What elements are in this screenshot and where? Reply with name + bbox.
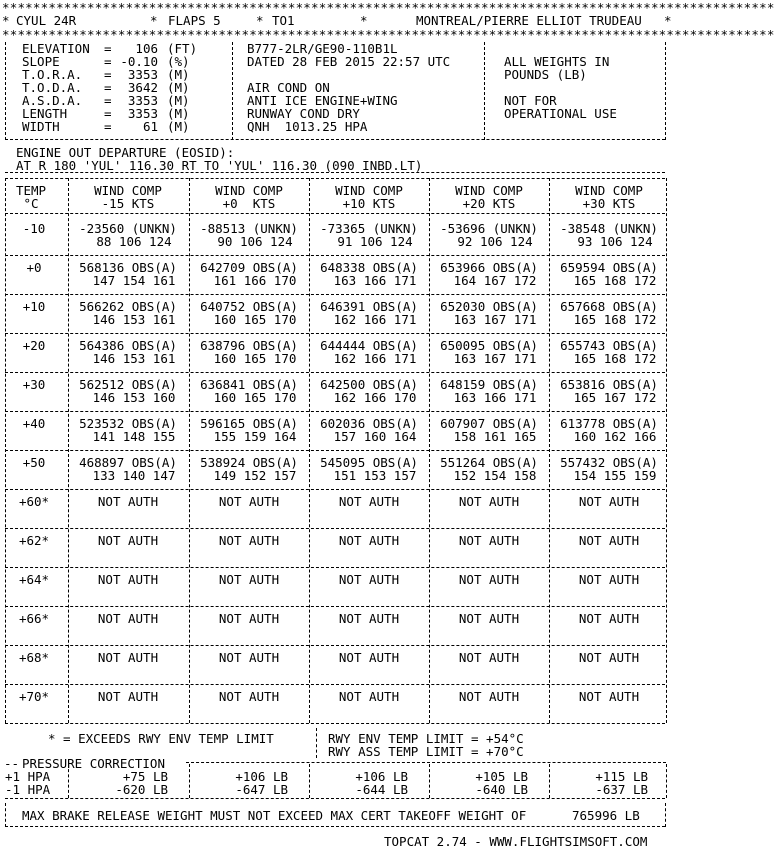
speed-cell: 164 167 172	[453, 273, 537, 288]
table-rule	[5, 178, 665, 179]
weight-limit-cell: 564386 OBS(A)	[79, 338, 177, 353]
pressure-correction-value: -640 LB	[475, 782, 528, 797]
weight-limit-cell: 640752 OBS(A)	[200, 299, 298, 314]
weight-limit-cell: 602036 OBS(A)	[320, 416, 418, 431]
table-rule	[5, 489, 665, 490]
pressure-correction-value: -637 LB	[595, 782, 648, 797]
speed-cell: 158 161 165	[453, 429, 537, 444]
table-column-rule	[189, 178, 190, 723]
weight-limit-cell: NOT AUTH	[458, 611, 520, 626]
weight-limit-cell: NOT AUTH	[97, 689, 159, 704]
divider	[5, 826, 665, 827]
weight-limit-cell: NOT AUTH	[338, 611, 400, 626]
weight-limit-cell: NOT AUTH	[218, 494, 280, 509]
weight-limit-cell: -38548 (UNKN)	[560, 221, 658, 236]
star-border-header: ****************************************************************************************************	[2, 27, 775, 42]
eosid-text: AT R 180 'YUL' 116.30 RT TO 'YUL' 116.30 (090 INBD.LT)	[16, 158, 423, 173]
runway-value: -0.10	[120, 54, 158, 69]
speed-cell: 141 148 155	[92, 429, 176, 444]
speed-cell: 165 167 172	[573, 390, 657, 405]
column-header: WIND COMP	[455, 183, 523, 198]
speed-cell: 152 154 158	[453, 468, 537, 483]
pressure-title-prefix: --	[4, 756, 20, 771]
runway-label: WIDTH	[22, 119, 60, 134]
footer-border-right	[665, 803, 666, 827]
weight-limit-cell: NOT AUTH	[458, 689, 520, 704]
table-column-rule	[549, 178, 550, 723]
weight-limit-cell: NOT AUTH	[218, 572, 280, 587]
takeoff-mode: TO1	[272, 13, 295, 28]
weight-limit-cell: 613778 OBS(A)	[560, 416, 658, 431]
weights-note-2: POUNDS (LB)	[504, 67, 587, 82]
weight-limit-cell: 562512 OBS(A)	[79, 377, 177, 392]
weight-limit-cell: 638796 OBS(A)	[200, 338, 298, 353]
pressure-label: -1 HPA	[5, 782, 51, 797]
airport-name: MONTREAL/PIERRE ELLIOT TRUDEAU	[416, 13, 642, 28]
weight-limit-cell: 596165 OBS(A)	[200, 416, 298, 431]
speed-cell: 155 159 164	[213, 429, 297, 444]
weight-limit-cell: NOT AUTH	[578, 650, 640, 665]
equals-sign: =	[104, 80, 112, 95]
info-divider-1	[232, 42, 233, 140]
table-rule	[5, 528, 665, 529]
temp-unit-header: °C	[23, 196, 39, 211]
pressure-column-rule	[189, 764, 190, 798]
weight-limit-cell: NOT AUTH	[338, 494, 400, 509]
speed-cell: 146 153 161	[92, 312, 176, 327]
table-column-rule	[429, 178, 430, 723]
pressure-correction-value: +106 LB	[235, 769, 288, 784]
pressure-column-rule	[549, 764, 550, 798]
runway-unit: (M)	[167, 106, 190, 121]
weight-limit-cell: 650095 OBS(A)	[440, 338, 538, 353]
speed-cell: 160 165 170	[213, 390, 297, 405]
weight-limit-cell: NOT AUTH	[338, 572, 400, 587]
flaps-setting: FLAPS 5	[168, 13, 221, 28]
weight-limit-cell: 648338 OBS(A)	[320, 260, 418, 275]
info-divider-2	[484, 42, 485, 140]
weight-limit-cell: 653966 OBS(A)	[440, 260, 538, 275]
weight-limit-cell: NOT AUTH	[218, 689, 280, 704]
pressure-correction-value: +105 LB	[475, 769, 528, 784]
pressure-correction-value: +75 LB	[122, 769, 168, 784]
temperature-cell: +70*	[18, 689, 50, 704]
weight-limit-cell: NOT AUTH	[578, 494, 640, 509]
weight-limit-cell: NOT AUTH	[578, 611, 640, 626]
runway-value: 3353	[127, 106, 158, 121]
equals-sign: =	[104, 54, 112, 69]
aircraft-model: B777-2LR/GE90-110B1L	[247, 41, 398, 56]
temperature-cell: +0	[26, 260, 42, 275]
weight-limit-cell: 545095 OBS(A)	[320, 455, 418, 470]
exceeds-note: * = EXCEEDS RWY ENV TEMP LIMIT	[48, 731, 274, 746]
weight-limit-cell: NOT AUTH	[97, 611, 159, 626]
weight-limit-cell: 566262 OBS(A)	[79, 299, 177, 314]
table-rule	[5, 567, 665, 568]
speed-cell: 149 152 157	[213, 468, 297, 483]
table-column-rule	[5, 178, 6, 723]
speed-cell: 146 153 160	[92, 390, 176, 405]
weight-limit-cell: 607907 OBS(A)	[440, 416, 538, 431]
weight-limit-cell: NOT AUTH	[218, 533, 280, 548]
table-rule	[5, 606, 665, 607]
equals-sign: =	[104, 106, 112, 121]
pressure-column-rule	[429, 764, 430, 798]
header-star: *	[256, 13, 264, 28]
weight-limit-cell: 659594 OBS(A)	[560, 260, 658, 275]
runway-value: 3353	[127, 93, 158, 108]
speed-cell: 162 166 170	[333, 390, 417, 405]
speed-cell: 160 165 170	[213, 312, 297, 327]
header-star: *	[150, 13, 158, 28]
temp-header: TEMP	[15, 183, 47, 198]
runway-value: 61	[142, 119, 158, 134]
weight-limit-cell: NOT AUTH	[97, 572, 159, 587]
speed-cell: 93 106 124	[577, 234, 653, 249]
weight-limit-cell: NOT AUTH	[338, 689, 400, 704]
weight-limit-cell: 468897 OBS(A)	[79, 455, 177, 470]
info-border-left	[5, 42, 6, 140]
weight-limit-cell: NOT AUTH	[458, 572, 520, 587]
temperature-cell: +62*	[18, 533, 50, 548]
runway-unit: (M)	[167, 67, 190, 82]
pressure-correction-value: -644 LB	[355, 782, 408, 797]
table-column-rule	[666, 178, 667, 723]
weight-limit-cell: 653816 OBS(A)	[560, 377, 658, 392]
equals-sign: =	[104, 41, 112, 56]
weight-limit-cell: -53696 (UNKN)	[440, 221, 538, 236]
table-column-rule	[68, 178, 69, 723]
speed-cell: 163 167 171	[453, 312, 537, 327]
not-for-note-2: OPERATIONAL USE	[504, 106, 617, 121]
weight-limit-cell: 642709 OBS(A)	[200, 260, 298, 275]
weight-limit-cell: NOT AUTH	[338, 533, 400, 548]
speed-cell: 162 166 171	[333, 312, 417, 327]
speed-cell: 133 140 147	[92, 468, 176, 483]
weight-limit-cell: -23560 (UNKN)	[79, 221, 177, 236]
pressure-column-rule	[68, 764, 69, 798]
weight-limit-cell: NOT AUTH	[338, 650, 400, 665]
eosid-title: ENGINE OUT DEPARTURE (EOSID):	[16, 145, 235, 160]
equals-sign: =	[104, 119, 112, 134]
weight-limit-cell: 557432 OBS(A)	[560, 455, 658, 470]
max-weight: 765996 LB	[572, 808, 640, 823]
column-header: WIND COMP	[215, 183, 283, 198]
temperature-cell: -10	[22, 221, 46, 236]
weight-limit-cell: NOT AUTH	[218, 611, 280, 626]
footer-border-left	[5, 803, 6, 827]
column-header: WIND COMP	[94, 183, 162, 198]
pressure-correction-value: -620 LB	[115, 782, 168, 797]
speed-cell: 90 106 124	[217, 234, 293, 249]
runway-condition: RUNWAY COND DRY	[247, 106, 360, 121]
pressure-column-rule	[309, 764, 310, 798]
table-rule	[5, 450, 665, 451]
table-rule	[5, 294, 665, 295]
weight-limit-cell: 646391 OBS(A)	[320, 299, 418, 314]
weight-limit-cell: NOT AUTH	[458, 650, 520, 665]
runway-unit: (M)	[167, 80, 190, 95]
speed-cell: 163 166 171	[333, 273, 417, 288]
header-star-right: *	[664, 13, 672, 28]
speed-cell: 162 166 171	[333, 351, 417, 366]
temperature-cell: +10	[22, 299, 46, 314]
runway-label: LENGTH	[22, 106, 68, 121]
temperature-cell: +20	[22, 338, 46, 353]
weight-limit-cell: -88513 (UNKN)	[200, 221, 298, 236]
pressure-correction-value: +106 LB	[355, 769, 408, 784]
weight-limit-cell: 538924 OBS(A)	[200, 455, 298, 470]
weight-limit-cell: 648159 OBS(A)	[440, 377, 538, 392]
speed-cell: 154 155 159	[573, 468, 657, 483]
equals-sign: =	[104, 67, 112, 82]
divider	[5, 172, 665, 173]
weight-limit-cell: NOT AUTH	[97, 533, 159, 548]
column-header-wind: +0 KTS	[222, 196, 276, 211]
weight-limit-cell: 657668 OBS(A)	[560, 299, 658, 314]
temperature-cell: +68*	[18, 650, 50, 665]
ass-temp-limit: RWY ASS TEMP LIMIT = +70°C	[328, 744, 524, 759]
star-border-top: ****************************************************************************************************	[2, 0, 775, 15]
speed-cell: 165 168 172	[573, 351, 657, 366]
runway-label: T.O.R.A.	[22, 67, 83, 82]
divider-vertical	[316, 728, 317, 758]
weight-limit-cell: NOT AUTH	[578, 689, 640, 704]
weight-limit-cell: 568136 OBS(A)	[79, 260, 177, 275]
not-for-note-1: NOT FOR	[504, 93, 557, 108]
weight-limit-cell: -73365 (UNKN)	[320, 221, 418, 236]
header-star: *	[360, 13, 368, 28]
software-credit: TOPCAT 2.74 - WWW.FLIGHTSIMSOFT.COM	[384, 834, 648, 849]
runway-label: ELEVATION	[22, 41, 90, 56]
speed-cell: 161 166 170	[213, 273, 297, 288]
divider	[5, 139, 665, 140]
table-rule	[5, 411, 665, 412]
column-header-wind: +10 KTS	[342, 196, 396, 211]
weight-limit-cell: 551264 OBS(A)	[440, 455, 538, 470]
divider	[186, 762, 666, 763]
weight-limit-cell: 636841 OBS(A)	[200, 377, 298, 392]
weight-limit-cell: NOT AUTH	[218, 650, 280, 665]
air-cond: AIR COND ON	[247, 80, 330, 95]
speed-cell: 88 106 124	[96, 234, 172, 249]
speed-cell: 160 165 170	[213, 351, 297, 366]
runway-unit: (%)	[167, 54, 190, 69]
speed-cell: 163 167 171	[453, 351, 537, 366]
temperature-cell: +50	[22, 455, 46, 470]
speed-cell: 165 168 172	[573, 312, 657, 327]
speed-cell: 163 166 171	[453, 390, 537, 405]
weight-limit-cell: 523532 OBS(A)	[79, 416, 177, 431]
speed-cell: 165 168 172	[573, 273, 657, 288]
weight-limit-cell: NOT AUTH	[97, 650, 159, 665]
column-header-wind: +30 KTS	[582, 196, 636, 211]
table-rule	[5, 213, 665, 214]
table-rule	[5, 684, 665, 685]
weight-limit-cell: 642500 OBS(A)	[320, 377, 418, 392]
equals-sign: =	[104, 93, 112, 108]
pressure-title: PRESSURE CORRECTION	[22, 756, 165, 771]
runway-value: 106	[135, 41, 158, 56]
table-rule	[5, 255, 665, 256]
speed-cell: 91 106 124	[337, 234, 413, 249]
pressure-label: +1 HPA	[5, 769, 51, 784]
weight-limit-cell: NOT AUTH	[458, 494, 520, 509]
weight-limit-cell: 644444 OBS(A)	[320, 338, 418, 353]
speed-cell: 157 160 164	[333, 429, 417, 444]
max-brake-note: MAX BRAKE RELEASE WEIGHT MUST NOT EXCEED MAX CERT TAKEOFF WEIGHT OF	[22, 808, 527, 823]
runway-unit: (M)	[167, 93, 190, 108]
pressure-correction-value: +115 LB	[595, 769, 648, 784]
table-rule	[5, 723, 665, 724]
runway-value: 3353	[127, 67, 158, 82]
column-header-wind: +20 KTS	[462, 196, 516, 211]
weight-limit-cell: 655743 OBS(A)	[560, 338, 658, 353]
runway-label: SLOPE	[22, 54, 60, 69]
column-header: WIND COMP	[335, 183, 403, 198]
weight-limit-cell: NOT AUTH	[458, 533, 520, 548]
weight-limit-cell: NOT AUTH	[578, 533, 640, 548]
runway-unit: (FT)	[167, 41, 198, 56]
runway-value: 3642	[127, 80, 158, 95]
qnh: QNH 1013.25 HPA	[247, 119, 368, 134]
speed-cell: 151 153 157	[333, 468, 417, 483]
temperature-cell: +64*	[18, 572, 50, 587]
airport-runway: CYUL 24R	[16, 13, 77, 28]
pressure-correction-value: -647 LB	[235, 782, 288, 797]
column-header-wind: -15 KTS	[101, 196, 155, 211]
runway-label: A.S.D.A.	[22, 93, 83, 108]
env-temp-limit: RWY ENV TEMP LIMIT = +54°C	[328, 731, 524, 746]
table-rule	[5, 333, 665, 334]
column-header: WIND COMP	[575, 183, 643, 198]
speed-cell: 92 106 124	[457, 234, 533, 249]
weights-note-1: ALL WEIGHTS IN	[504, 54, 610, 69]
weight-limit-cell: NOT AUTH	[578, 572, 640, 587]
temperature-cell: +40	[22, 416, 46, 431]
divider	[5, 798, 665, 799]
temperature-cell: +60*	[18, 494, 50, 509]
runway-label: T.O.D.A.	[22, 80, 83, 95]
temperature-cell: +66*	[18, 611, 50, 626]
table-rule	[5, 372, 665, 373]
table-column-rule	[309, 178, 310, 723]
temperature-cell: +30	[22, 377, 46, 392]
info-border-right	[665, 42, 666, 140]
weight-limit-cell: 652030 OBS(A)	[440, 299, 538, 314]
runway-unit: (M)	[167, 119, 190, 134]
anti-ice: ANTI ICE ENGINE+WING	[247, 93, 398, 108]
speed-cell: 160 162 166	[573, 429, 657, 444]
dated-line: DATED 28 FEB 2015 22:57 UTC	[247, 54, 451, 69]
speed-cell: 147 154 161	[92, 273, 176, 288]
table-rule	[5, 645, 665, 646]
pressure-column-rule	[666, 764, 667, 798]
speed-cell: 146 153 161	[92, 351, 176, 366]
header-star-left: *	[2, 13, 10, 28]
weight-limit-cell: NOT AUTH	[97, 494, 159, 509]
